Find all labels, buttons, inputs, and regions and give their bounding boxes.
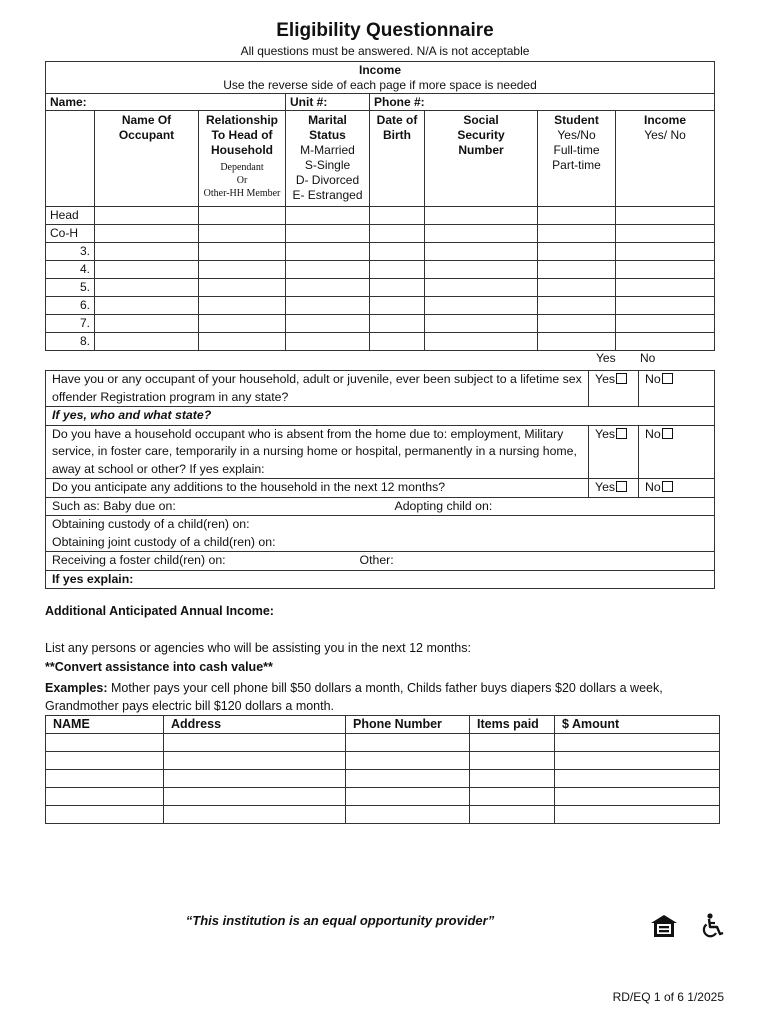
occupant-cell[interactable] (425, 279, 538, 297)
assistance-table (45, 715, 720, 824)
explain-row (46, 570, 715, 589)
occupant-cell[interactable] (199, 207, 286, 225)
assistance-cell[interactable] (470, 806, 555, 824)
occupant-row (46, 243, 715, 261)
occupant-cell[interactable] (425, 333, 538, 351)
occupant-cell[interactable] (616, 225, 715, 243)
occupant-cell[interactable] (538, 243, 616, 261)
assistance-row (46, 806, 720, 824)
question-1-text: Have you or any occupant of your household, adult or juvenile, ever been subject to a lifetime sex offender Registration program in any state? (46, 371, 589, 407)
occupant-row (46, 279, 715, 297)
occupant-cell[interactable] (95, 333, 199, 351)
col-name: NAME (46, 716, 164, 734)
name-row (46, 94, 715, 111)
checkbox-icon[interactable] (662, 373, 673, 384)
occupant-cell[interactable] (538, 297, 616, 315)
checkbox-icon[interactable] (616, 481, 627, 492)
col-income: Income Yes/ No (616, 111, 715, 207)
occupant-cell[interactable] (425, 315, 538, 333)
occupant-row (46, 207, 715, 225)
occupant-cell[interactable] (286, 297, 370, 315)
occupant-cell[interactable] (286, 333, 370, 351)
question-3-yes[interactable]: Yes (589, 479, 639, 498)
occupant-cell[interactable] (616, 261, 715, 279)
assistance-row (46, 752, 720, 770)
occupant-row-label: 5. (46, 279, 95, 297)
question-2-yes[interactable]: Yes (589, 425, 639, 479)
col-address: Address (164, 716, 346, 734)
occupant-row (46, 333, 715, 351)
custody-row (46, 516, 715, 552)
occupant-cell[interactable] (95, 279, 199, 297)
equal-opportunity-statement: “This institution is an equal opportunity provider” (185, 913, 495, 928)
occupant-cell[interactable] (199, 315, 286, 333)
occupant-cell[interactable] (95, 225, 199, 243)
occupant-cell[interactable] (370, 333, 425, 351)
occupant-cell[interactable] (370, 207, 425, 225)
col-items-paid: Items paid (470, 716, 555, 734)
occupant-cell[interactable] (538, 207, 616, 225)
student-options: Yes/No Full-time Part-time (552, 128, 601, 172)
phone-field[interactable]: Phone #: (370, 94, 715, 111)
assistance-cell[interactable] (46, 788, 164, 806)
assistance-cell[interactable] (46, 806, 164, 824)
other-label: Other: (359, 553, 394, 567)
question-3-no[interactable]: No (639, 479, 715, 498)
occupant-cell[interactable] (370, 225, 425, 243)
occupant-cell[interactable] (616, 333, 715, 351)
question-2-no[interactable]: No (639, 425, 715, 479)
assistance-cell[interactable] (470, 734, 555, 752)
occupant-cell[interactable] (538, 225, 616, 243)
assistance-cell[interactable] (470, 752, 555, 770)
occupant-cell[interactable] (199, 261, 286, 279)
questions-table (45, 370, 715, 589)
assistance-cell[interactable] (164, 734, 346, 752)
occupant-cell[interactable] (370, 279, 425, 297)
page-title: Eligibility Questionnaire (276, 20, 494, 41)
foster-label: Receiving a foster child(ren) on: (52, 553, 226, 567)
examples-text: Examples: Mother pays your cell phone bill $50 dollars a month, Childs father buys diapers $20 dollars a week, Grandmother pays electric bill $120 dollars a month. (45, 681, 663, 713)
assistance-cell[interactable] (470, 770, 555, 788)
occupant-cell[interactable] (425, 225, 538, 243)
occupant-cell[interactable] (425, 261, 538, 279)
assistance-list-instructions: List any persons or agencies who will be assisting you in the next 12 months: (45, 641, 471, 655)
occupant-cell[interactable] (286, 207, 370, 225)
baby-adopting-row (46, 497, 715, 516)
occupant-cell[interactable] (538, 279, 616, 297)
income-title: Income (359, 63, 402, 77)
custody-field[interactable] (46, 516, 715, 552)
question-1-no[interactable]: No (639, 371, 715, 407)
assistance-cell[interactable] (346, 770, 470, 788)
question-1-follow[interactable]: If yes, who and what state? (46, 407, 715, 426)
col-marital-status: Marital Status M-Married S-Single D- Divorced E- Estranged (286, 111, 370, 207)
assistance-cell[interactable] (555, 752, 720, 770)
col-date-of-birth: Date of Birth (370, 111, 425, 207)
col-amount: $ Amount (555, 716, 720, 734)
income-section-header (46, 62, 715, 94)
occupant-cell[interactable] (616, 207, 715, 225)
occupant-cell[interactable] (95, 315, 199, 333)
occupant-cell[interactable] (95, 207, 199, 225)
question-1-yes[interactable]: Yes (589, 371, 639, 407)
occupant-cell[interactable] (538, 315, 616, 333)
assistance-cell[interactable] (470, 788, 555, 806)
assistance-row (46, 734, 720, 752)
occupant-row (46, 225, 715, 243)
joint-custody-label: Obtaining joint custody of a child(ren) on: (52, 534, 276, 549)
foster-row (46, 552, 715, 571)
occupant-cell[interactable] (425, 207, 538, 225)
question-1-follow-row (46, 407, 715, 426)
occupant-cell[interactable] (199, 243, 286, 261)
col-name-of-occupant: Name Of Occupant (95, 111, 199, 207)
occupant-row-label: Co-H (46, 225, 95, 243)
occupant-cell[interactable] (370, 297, 425, 315)
occupant-row-label: 3. (46, 243, 95, 261)
yes-column-header: Yes (596, 351, 616, 365)
relationship-note: Dependant Or Other-HH Member (203, 162, 281, 199)
adopting-label: Adopting child on: (394, 498, 493, 513)
additional-income-heading: Additional Anticipated Annual Income: (45, 604, 274, 618)
occupant-cell[interactable] (199, 225, 286, 243)
question-row-2 (46, 425, 715, 479)
occupant-row-label: Head (46, 207, 95, 225)
occupant-cell[interactable] (370, 243, 425, 261)
unit-field[interactable]: Unit #: (286, 94, 370, 111)
occupant-cell[interactable] (286, 261, 370, 279)
row-label-header (46, 111, 95, 207)
occupant-cell[interactable] (286, 225, 370, 243)
custody-label: Obtaining custody of a child(ren) on: (52, 517, 250, 531)
explain-field[interactable]: If yes explain: (46, 570, 715, 589)
assistance-cell[interactable] (346, 806, 470, 824)
question-3-text: Do you anticipate any additions to the household in the next 12 months? (46, 479, 589, 498)
occupant-row-label: 7. (46, 315, 95, 333)
checkbox-icon[interactable] (616, 428, 627, 439)
col-ssn: Social Security Number (425, 111, 538, 207)
occupant-cell[interactable] (616, 315, 715, 333)
occupant-cell[interactable] (286, 279, 370, 297)
assistance-row (46, 788, 720, 806)
assistance-cell[interactable] (46, 752, 164, 770)
occupant-cell[interactable] (616, 243, 715, 261)
assistance-cell[interactable] (555, 806, 720, 824)
col-phone-number: Phone Number (346, 716, 470, 734)
convert-note: **Convert assistance into cash value** (45, 660, 273, 674)
assistance-cell[interactable] (46, 734, 164, 752)
assistance-cell[interactable] (164, 788, 346, 806)
assistance-cell[interactable] (346, 788, 470, 806)
occupant-cell[interactable] (199, 297, 286, 315)
checkbox-icon[interactable] (662, 481, 673, 492)
assistance-row (46, 770, 720, 788)
occupant-cell[interactable] (616, 297, 715, 315)
wheelchair-icon (701, 913, 725, 939)
checkbox-icon[interactable] (616, 373, 627, 384)
occupant-cell[interactable] (286, 243, 370, 261)
occupant-cell[interactable] (95, 261, 199, 279)
marital-options: M-Married S-Single D- Divorced E- Estranged (292, 143, 363, 202)
occupant-cell[interactable] (425, 297, 538, 315)
assistance-cell[interactable] (164, 752, 346, 770)
occupant-row-label: 4. (46, 261, 95, 279)
occupant-row-label: 8. (46, 333, 95, 351)
occupant-row (46, 315, 715, 333)
assistance-cell[interactable] (555, 788, 720, 806)
question-row-1 (46, 371, 715, 407)
occupant-cell[interactable] (616, 279, 715, 297)
occupant-cell[interactable] (425, 243, 538, 261)
occupant-cell[interactable] (370, 315, 425, 333)
assistance-cell[interactable] (346, 752, 470, 770)
occupant-row (46, 297, 715, 315)
baby-adopting-field[interactable] (46, 497, 715, 516)
checkbox-icon[interactable] (662, 428, 673, 439)
form-footer-code: RD/EQ 1 of 6 1/2025 (612, 990, 724, 1004)
no-column-header: No (640, 351, 656, 365)
assistance-cell[interactable] (346, 734, 470, 752)
assistance-cell[interactable] (555, 770, 720, 788)
name-field[interactable]: Name: (46, 94, 286, 111)
occupant-row-label: 6. (46, 297, 95, 315)
question-2-text: Do you have a household occupant who is absent from the home due to: employment, Military service, in foster care, temporarily in a nursing home or hospital, permanently in a nursing home, away at school or other? If yes explain: (46, 425, 589, 479)
assistance-cell[interactable] (164, 770, 346, 788)
occupant-cell[interactable] (199, 279, 286, 297)
assistance-header-row (46, 716, 720, 734)
occupant-cell[interactable] (199, 333, 286, 351)
assistance-cell[interactable] (555, 734, 720, 752)
occupant-table (45, 61, 715, 351)
occupant-cell[interactable] (286, 315, 370, 333)
question-row-3 (46, 479, 715, 498)
occupant-cell[interactable] (538, 333, 616, 351)
occupant-header-row (46, 111, 715, 207)
page-subtitle: All questions must be answered. N/A is not acceptable (240, 44, 530, 58)
occupant-cell[interactable] (95, 243, 199, 261)
col-relationship: Relationship To Head of Household Dependant Or Other-HH Member (199, 111, 286, 207)
foster-field[interactable] (46, 552, 715, 571)
assistance-cell[interactable] (164, 806, 346, 824)
equal-housing-icon (650, 914, 678, 938)
assistance-cell[interactable] (46, 770, 164, 788)
baby-due-label: Such as: Baby due on: (52, 498, 176, 513)
occupant-cell[interactable] (538, 261, 616, 279)
income-note: Use the reverse side of each page if more space is needed (223, 78, 537, 92)
col-student: Student Yes/No Full-time Part-time (538, 111, 616, 207)
occupant-cell[interactable] (370, 261, 425, 279)
occupant-cell[interactable] (95, 297, 199, 315)
occupant-row (46, 261, 715, 279)
